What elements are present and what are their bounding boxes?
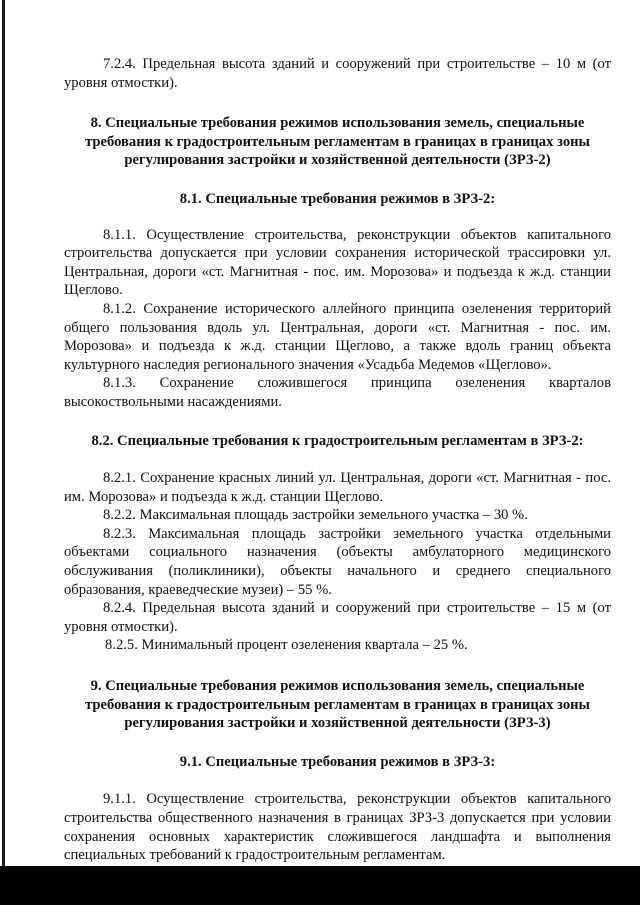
clause-7-2-4: 7.2.4. Предельная высота зданий и сооружений при строительстве – 10 м (от уровня отмостки). xyxy=(64,56,611,91)
section-8-heading: 8. Специальные требования режимов использования земель, специальные требования к градостроительным регламентам в границах в границах зоны регулирования застройки и хозяйственной деятельности (ЗРЗ-2) xyxy=(85,115,590,169)
clause-8-1-3: 8.1.3. Сохранение сложившегося принципа озеленения кварталов высокоствольными насаждениями. xyxy=(64,375,611,410)
subsection-8-1-heading: 8.1. Специальные требования режимов в ЗРЗ-2: xyxy=(179,190,496,207)
clause-8-1-1: 8.1.1. Осуществление строительства, реконструкции объектов капитального строительства допускается при условии сохранения исторической трассировки ул. Центральная, дороги «ст. Магнитная - пос. им. Морозова» и подъезда к ж.д. станции Щеглово. xyxy=(64,226,611,299)
document-body xyxy=(64,55,611,865)
clause-8-2-3: 8.2.3. Максимальная площадь застройки земельного участка отдельными объектами социального назначения (объекты амбулаторного медицинского обслуживания (поликлиники), объекты начального и среднего специального образования, краеведческие музеи) – 55 %. xyxy=(64,525,611,598)
clause-9-1-1: 9.1.1. Осуществление строительства, реконструкции объектов капитального строительства общественного назначения в границах ЗРЗ-3 допускается при условии сохранения основных характеристик сложившегося ландшафта и выполнения специальных требований к градостроительным регламентам. xyxy=(64,791,611,864)
subsection-9-1-heading: 9.1. Специальные требования режимов в ЗРЗ-3: xyxy=(179,753,496,770)
scan-left-edge xyxy=(2,0,5,870)
section-9-heading: 9. Специальные требования режимов использования земель, специальные требования к градостроительным регламентам в границах в границах зоны регулирования застройки и хозяйственной деятельности (ЗРЗ-3) xyxy=(85,678,590,732)
clause-8-1-2: 8.1.2. Сохранение исторического аллейного принципа озеленения территорий общего пользования вдоль ул. Центральная, дороги «ст. Магнитная - пос. им. Морозова» и подъезда к ж.д. станции Щеглово, а также вдоль границ объекта культурного наследия регионального значения «Усадьба Медемов «Щеглово». xyxy=(64,300,611,373)
clause-8-2-5: 8.2.5. Минимальный процент озеленения квартала – 25 %. xyxy=(105,637,468,654)
scan-bottom-border xyxy=(0,866,640,905)
clause-8-2-1: 8.2.1. Сохранение красных линий ул. Центральная, дороги «ст. Магнитная - пос. им. Морозова» и подъезда к ж.д. станции Щеглово. xyxy=(64,470,611,505)
clause-8-2-4: 8.2.4. Предельная высота зданий и сооружений при строительстве – 15 м (от уровня отмостки). xyxy=(64,600,611,635)
subsection-8-2-heading: 8.2. Специальные требования к градостроительным регламентам в ЗРЗ-2: xyxy=(91,432,584,449)
clause-8-2-2: 8.2.2. Максимальная площадь застройки земельного участка – 30 %. xyxy=(103,507,528,524)
